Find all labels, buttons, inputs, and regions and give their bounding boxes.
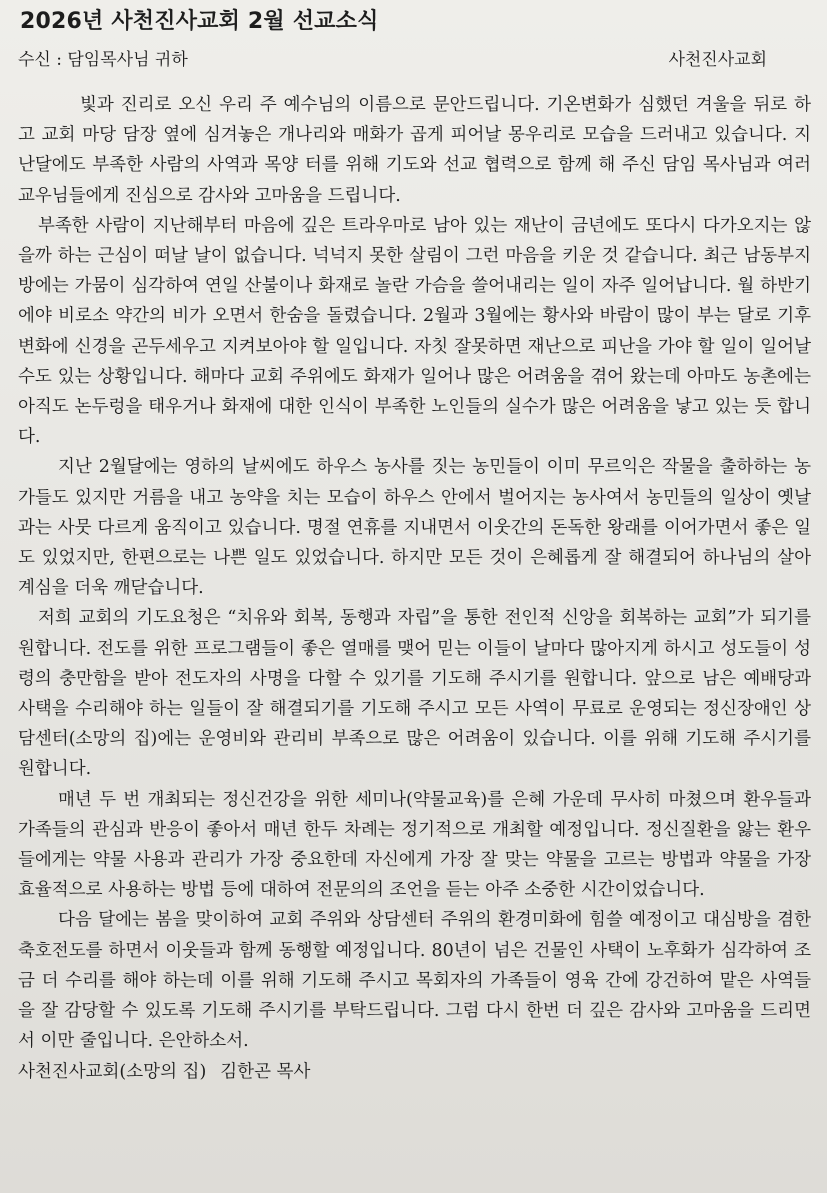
paragraph-greeting: 빛과 진리로 오신 우리 주 예수님의 이름으로 문안드립니다. 기온변화가 심했던 겨울을 뒤로 하고 교회 마당 담장 옆에 심겨놓은 개나리와 매화가 곱게 피어날 몽우리로 모습을 드러내고 있습니다. 지난달에도 부족한 사람의 사역과 목양 터를 위해 기도와 선교 협력으로 함께 해 주신 담임 목사님과 여러 교우님들에게 진심으로 감사와 고마움을 드립니다. [18, 95, 811, 206]
sender-line: 사천진사교회 [668, 50, 767, 70]
letter-title: 2026년 사천진사교회 2월 선교소식 [20, 9, 379, 34]
signature-name: 김한곤 목사 [220, 1061, 311, 1082]
paragraph-next-month: 다음 달에는 봄을 맞이하여 교회 주위와 상담센터 주위의 환경미화에 힘쓸 예정이고 대심방을 겸한 축호전도를 하면서 이웃들과 함께 동행할 예정입니다. 80년이 넘은 건물인 사택이 노후화가 심각하여 조금 더 수리를 해야 하는데 이를 위해 기도해 주시고 목회자의 가족들이 영육 간에 강건하여 맡은 사역들을 잘 감당할 수 있도록 기도해 주시기를 부탁드립니다. 그럼 다시 한번 더 깊은 감사와 고마움을 드리면서 이만 줄입니다. 은안하소서. [18, 910, 811, 1052]
paragraph-prayer-requests: 저희 교회의 기도요청은 “치유와 회복, 동행과 자립”을 통한 전인적 신앙을 회복하는 교회”가 되기를 원합니다. 전도를 위한 프로그램들이 좋은 열매를 맺어 믿는 이들이 날마다 많아지게 하시고 성도들이 성령의 충만함을 받아 전도자의 사명을 다할 수 있기를 기도해 주시기를 원합니다. 앞으로 남은 예배당과 사택을 수리해야 하는 일들이 잘 해결되기를 기도해 주시고 모든 사역이 무료로 운영되는 정신장애인 상담센터(소망의 집)에는 운영비와 관리비 부족으로 많은 어려움이 있습니다. 이를 위해 기도해 주시기를 원합니다. [18, 608, 811, 780]
recipient-line: 수신 : 담임목사님 귀하 [18, 50, 188, 70]
paragraph-february-news: 지난 2월달에는 영하의 날씨에도 하우스 농사를 짓는 농민들이 이미 무르익은 작물을 출하하는 농가들도 있지만 거름을 내고 농약을 치는 모습이 하우스 안에서 벌어지는 농사여서 농민들의 일상이 옛날과는 사뭇 다르게 움직이고 있습니다. 명절 연휴를 지내면서 이웃간의 돈독한 왕래를 이어가면서 좋은 일도 있었지만, 한편으로는 나쁜 일도 있었습니다. 하지만 모든 것이 은혜롭게 잘 해결되어 하나님의 살아계심을 더욱 깨닫습니다. [18, 457, 811, 599]
signature-line [18, 1057, 811, 1087]
signature-organization: 사천진사교회(소망의 집) [18, 1061, 207, 1082]
paragraph-seminar: 매년 두 번 개최되는 정신건강을 위한 세미나(약물교육)를 은혜 가운데 무사히 마쳤으며 환우들과 가족들의 관심과 반응이 좋아서 매년 한두 차례는 정기적으로 개최할 예정입니다. 정신질환을 앓는 환우들에게는 약물 사용과 관리가 가장 중요한데 자신에게 가장 잘 맞는 약물을 고르는 방법과 약물을 가장 효율적으로 사용하는 방법 등에 대하여 전문의의 조언을 듣는 아주 소중한 시간이었습니다. [18, 789, 811, 901]
letter-header-row [18, 48, 811, 72]
paragraph-disaster-concern: 부족한 사람이 지난해부터 마음에 깊은 트라우마로 남아 있는 재난이 금년에도 또다시 다가오지는 않을까 하는 근심이 떠날 날이 없습니다. 넉넉지 못한 살림이 그런 마음을 키운 것 같습니다. 최근 남동부지방에는 가뭄이 심각하여 연일 산불이나 화재로 놀란 가슴을 쓸어내리는 일이 자주 일어납니다. 월 하반기에야 비로소 약간의 비가 오면서 한숨을 돌렸습니다. 2월과 3월에는 황사와 바람이 많이 부는 달로 기후변화에 신경을 곤두세우고 지켜보아야 할 일입니다. 자칫 잘못하면 재난으로 피난을 가야 할 일이 일어날 수도 있는 상황입니다. 해마다 교회 주위에도 화재가 일어나 많은 어려움을 겪어 왔는데 아마도 농촌에는 아직도 논두렁을 태우거나 화재에 대한 인식이 부족한 노인들의 실수가 많은 어려움을 낳고 있는 듯 합니다. [18, 215, 811, 448]
